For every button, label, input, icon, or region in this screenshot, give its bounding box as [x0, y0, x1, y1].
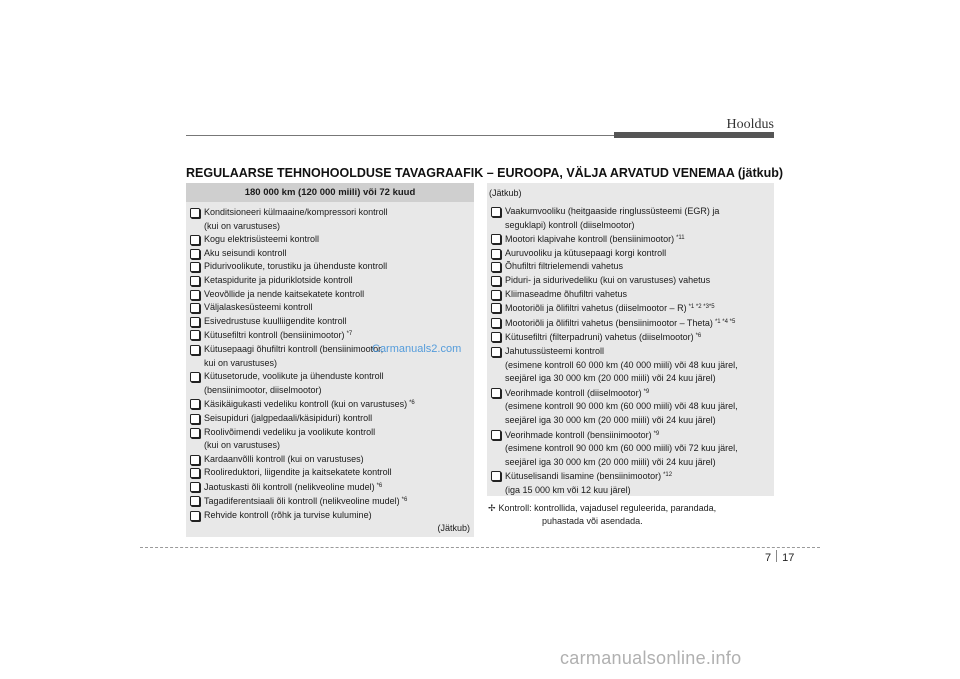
checkbox-icon — [190, 249, 200, 259]
item-text: Kütuselisandi lisamine (bensiinimootor) — [505, 471, 662, 482]
footnote-ref: *6 — [401, 497, 408, 504]
item-text: Veorihmade kontroll (diiselmootor) — [505, 387, 642, 398]
checkbox-icon — [190, 276, 200, 286]
item-text: Roolivõimendi vedeliku ja voolikute kontroll — [204, 426, 376, 437]
checkbox-icon — [491, 249, 501, 259]
interval-header: 180 000 km (120 000 miili) või 72 kuud — [186, 183, 474, 202]
item-text: Tagadiferentsiaali õli kontroll (nelikveoline mudel) — [204, 496, 400, 507]
item-text: Kogu elektrisüsteemi kontroll — [204, 234, 320, 245]
cross-icon: ✢ — [488, 503, 496, 513]
item-subtext: (kui on varustuses) — [204, 220, 281, 231]
checklist-item — [489, 205, 768, 232]
checkbox-icon — [190, 468, 200, 478]
checkbox-icon — [190, 372, 200, 382]
item-subtext: (esimene kontroll 90 000 km (60 000 miili) või 48 kuu järel, — [505, 401, 738, 412]
checklist-item — [489, 232, 768, 247]
checkbox-icon — [491, 318, 501, 328]
item-subtext: seejärel iga 30 000 km (20 000 miili) või 24 kuu järel) — [505, 414, 716, 425]
checklist-item — [188, 301, 468, 315]
footnote-ref: *9 — [643, 388, 650, 395]
checklist-item — [489, 469, 768, 497]
checkbox-icon — [491, 290, 501, 300]
checklist-item — [489, 386, 768, 428]
item-subtext: (bensiinimootor, diiselmootor) — [204, 384, 322, 395]
checklist-item — [489, 260, 768, 274]
checkbox-icon — [190, 455, 200, 465]
checkbox-icon — [491, 471, 501, 481]
checklist-item — [188, 509, 468, 523]
item-text: Jaotuskasti õli kontroll (nelikveoline mudel) — [204, 481, 375, 492]
checkbox-icon — [190, 399, 200, 409]
checklist-item — [188, 412, 468, 426]
checklist-item — [489, 428, 768, 470]
checkbox-icon — [491, 332, 501, 342]
item-text: Kütusepaagi õhufiltri kontroll (bensiinimootor, — [204, 343, 384, 354]
checklist-item — [188, 466, 468, 480]
checkbox-icon — [491, 276, 501, 286]
checklist-item — [188, 206, 468, 233]
checklist-item — [188, 397, 468, 412]
checklist-item — [489, 247, 768, 261]
checkbox-icon — [190, 317, 200, 327]
checkbox-icon — [190, 511, 200, 521]
page-heading: REGULAARSE TEHNOHOOLDUSE TAVAGRAAFIK – EUROOPA, VÄLJA ARVATUD VENEMAA (jätkub) — [186, 166, 784, 180]
checklist-item — [489, 316, 768, 331]
item-text: Kardaanvõlli kontroll (kui on varustuses) — [204, 453, 364, 464]
item-text: Käsikäigukasti vedeliku kontroll (kui on varustuses) — [204, 399, 408, 410]
continued-label: (Jätkub) — [437, 523, 470, 533]
item-text: Rehvide kontroll (rõhk ja turvise kulumine) — [204, 510, 372, 521]
checkbox-icon — [190, 290, 200, 300]
item-text: Jahutussüsteemi kontroll — [505, 345, 605, 356]
footnote-ref: *1 *2 *3*5 — [688, 304, 715, 311]
header-rule — [186, 135, 614, 136]
footnote-ref: *6 — [409, 400, 415, 407]
checklist-item — [188, 453, 468, 467]
checklist-item — [188, 480, 468, 495]
item-text: Roolireduktori, liigendite ja kaitsekatete kontroll — [204, 467, 392, 478]
item-text: Veovõllide ja nende kaitsekatete kontroll — [204, 288, 365, 299]
item-text: Väljalaskesüsteemi kontroll — [204, 302, 313, 313]
checkbox-icon — [491, 388, 501, 398]
footnote-ref: *12 — [663, 472, 673, 479]
item-text: Auruvooliku ja kütusepaagi korgi kontroll — [505, 247, 667, 258]
checkbox-icon — [190, 208, 200, 218]
checkbox-icon — [491, 207, 501, 217]
footnote-ref: *6 — [695, 333, 702, 340]
page-number — [765, 550, 794, 564]
page-separator — [776, 550, 777, 562]
checklist-item — [188, 315, 468, 329]
item-text: Mootori klapivahe kontroll (bensiinimootor) — [505, 234, 675, 245]
item-text: Õhufiltri filtrielemendi vahetus — [505, 261, 624, 272]
watermark-text: Carmanuals2.com — [372, 343, 462, 355]
item-text: Seisupiduri (jalgpedaali/käsipiduri) kontroll — [204, 412, 373, 423]
item-subtext: seejärel iga 30 000 km (20 000 miili) või 24 kuu järel) — [505, 373, 716, 384]
header-rule-bar — [614, 132, 774, 138]
checklist-item — [188, 260, 468, 274]
item-text: Veorihmade kontroll (bensiinimootor) — [505, 429, 652, 440]
left-panel — [186, 183, 474, 537]
item-subtext: (kui on varustuses) — [204, 440, 281, 451]
item-text: Piduri- ja sidurivedeliku (kui on varustuses) vahetus — [505, 274, 711, 285]
checkbox-icon — [190, 428, 200, 438]
checklist-item — [188, 233, 468, 247]
item-text: Kütusefiltri (filterpadruni) vahetus (diiselmootor) — [505, 332, 694, 343]
item-subtext: seejärel iga 30 000 km (20 000 miili) või 24 kuu järel) — [505, 456, 716, 467]
item-subtext: kui on varustuses) — [204, 357, 278, 368]
item-text: Kliimaseadme õhufiltri vahetus — [505, 288, 628, 299]
footnote-ref: *6 — [376, 482, 383, 489]
item-text: Aku seisundi kontroll — [204, 247, 287, 258]
checklist-item — [188, 426, 468, 453]
checkbox-icon — [190, 303, 200, 313]
item-text: Kütusefiltri kontroll (bensiinimootor) — [204, 330, 345, 341]
item-subtext: seguklapi) kontroll (diiselmootor) — [505, 219, 635, 230]
continued-label: (Jätkub) — [489, 188, 522, 198]
checkbox-icon — [491, 262, 501, 272]
right-checklist — [487, 205, 774, 497]
item-subtext: (esimene kontroll 60 000 km (40 000 miili) või 48 kuu järel, — [505, 359, 738, 370]
footer-divider — [140, 547, 820, 548]
item-subtext: (iga 15 000 km või 12 kuu järel) — [505, 484, 631, 495]
chapter-number: 7 — [765, 552, 772, 564]
footer-watermark: carmanualsonline.info — [560, 648, 742, 668]
checklist-item — [489, 301, 768, 316]
footnote-line: Kontroll: kontrollida, vajadusel reguleerida, parandada, — [498, 503, 717, 513]
checkbox-icon — [190, 414, 200, 424]
checklist-item — [188, 370, 468, 397]
left-checklist — [186, 202, 474, 523]
footnote-ref: *7 — [346, 331, 353, 338]
checkbox-icon — [491, 347, 501, 357]
page-index: 17 — [782, 552, 795, 564]
item-text: Konditsioneeri külmaaine/kompressori kontroll — [204, 207, 388, 217]
checkbox-icon — [190, 330, 200, 340]
checklist-item — [188, 247, 468, 261]
checklist-item — [489, 345, 768, 386]
item-text: Pidurivoolikute, torustiku ja ühenduste kontroll — [204, 261, 388, 272]
checklist-item — [489, 330, 768, 345]
checkbox-icon — [190, 496, 200, 506]
item-text: Vaakumvooliku (heitgaaside ringlussüsteemi (EGR) ja — [505, 206, 720, 216]
checkbox-icon — [491, 234, 501, 244]
checklist-item — [188, 288, 468, 302]
item-text: Esivedrustuse kuulliigendite kontroll — [204, 315, 347, 326]
item-text: Mootoriõli ja õlifiltri vahetus (diiselmootor – R) — [505, 303, 687, 314]
footnote-ref: *1 *4 *5 — [714, 318, 736, 325]
checkbox-icon — [190, 262, 200, 272]
checkbox-icon — [491, 430, 501, 440]
checklist-item — [188, 494, 468, 509]
checkbox-icon — [190, 345, 200, 355]
checklist-item — [489, 274, 768, 288]
footnote-line: puhastada või asendada. — [542, 516, 643, 526]
footnote-ref: *11 — [676, 235, 685, 242]
item-text: Ketaspidurite ja piduriklotside kontroll — [204, 274, 353, 285]
section-title: Hooldus — [726, 117, 774, 132]
checklist-item — [188, 328, 468, 343]
item-subtext: (esimene kontroll 90 000 km (60 000 miili) või 72 kuu järel, — [505, 443, 738, 454]
item-text: Kütusetorude, voolikute ja ühenduste kontroll — [204, 371, 384, 382]
footnote-ref: *9 — [653, 430, 660, 437]
item-text: Mootoriõli ja õlifiltri vahetus (bensiinimootor – Theta) — [505, 317, 713, 328]
checklist-item — [489, 288, 768, 302]
right-panel — [487, 183, 774, 496]
checkbox-icon — [190, 482, 200, 492]
checklist-item — [188, 274, 468, 288]
checkbox-icon — [190, 235, 200, 245]
checkbox-icon — [491, 303, 501, 313]
footnote — [488, 502, 716, 528]
